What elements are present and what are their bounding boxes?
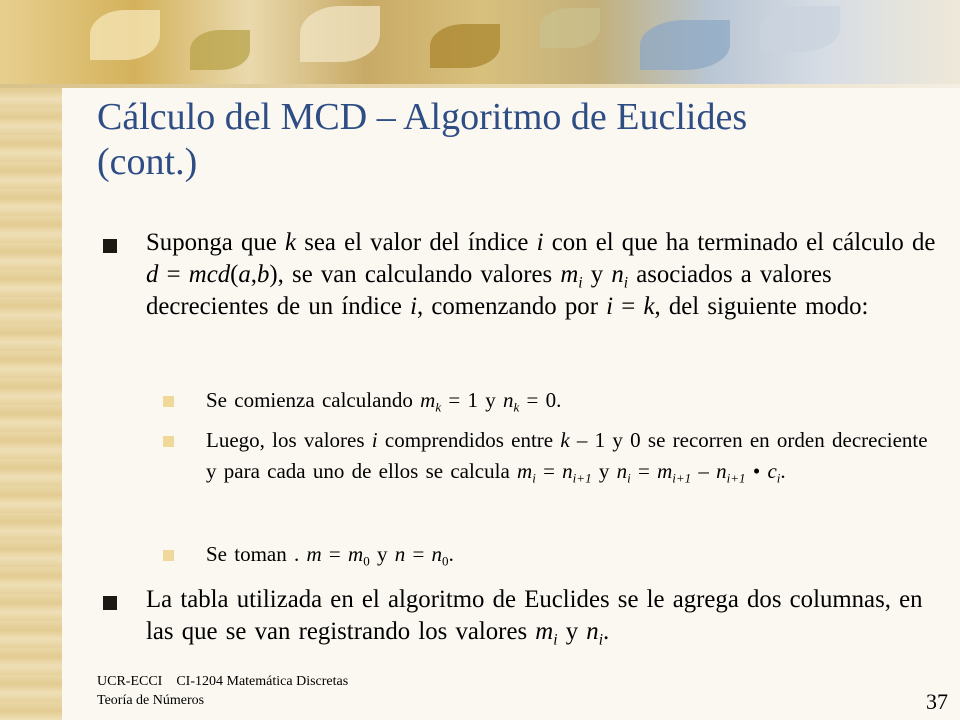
text-run: ,	[250, 261, 257, 288]
bullet-3	[206, 425, 941, 487]
text-run: .	[448, 542, 454, 566]
footer-institution: UCR-ECCI	[97, 674, 163, 689]
bullet-1	[146, 227, 946, 323]
text-run: =	[535, 459, 563, 483]
var-m: m	[535, 618, 554, 645]
var-m: m	[517, 459, 533, 483]
var-i: i	[606, 293, 614, 320]
var-n: n	[616, 459, 628, 483]
subscript: 0	[363, 553, 370, 569]
text-run: =	[158, 261, 189, 288]
var-n: n	[716, 459, 727, 483]
bullet-marker-sub	[163, 550, 174, 561]
bullet-marker-sub	[163, 396, 174, 407]
text-run: Se toman .	[206, 542, 307, 566]
var-a: a	[238, 261, 251, 288]
var-c: c	[767, 459, 777, 483]
title-line-2: (cont.)	[97, 141, 198, 183]
subscript: i	[532, 470, 536, 486]
text-run: =	[630, 459, 658, 483]
var-m: m	[657, 459, 673, 483]
slide-number: 37	[926, 689, 948, 714]
var-k: k	[285, 229, 297, 256]
text-run: , comenzando por	[417, 293, 607, 320]
subscript: k	[435, 399, 442, 415]
bullet-marker	[103, 596, 117, 610]
text-run: =	[321, 542, 349, 566]
var-n: n	[431, 542, 443, 566]
var-d: d	[146, 261, 159, 288]
var-n: n	[562, 459, 573, 483]
subscript: i+1	[572, 470, 592, 486]
text-run: , del siguiente modo:	[654, 293, 869, 320]
subscript: k	[513, 399, 520, 415]
text-run: Suponga que	[146, 229, 285, 256]
leaf-shape	[640, 20, 730, 70]
bullet-2	[206, 385, 941, 416]
text-run: comprendidos entre	[377, 428, 561, 452]
subscript: i	[776, 470, 781, 486]
subscript: i	[598, 631, 603, 649]
var-n: n	[611, 261, 624, 288]
var-k: k	[560, 428, 570, 452]
footer-topic: Teoría de Números	[97, 693, 205, 708]
text-run: =	[405, 542, 432, 566]
text-run: con el que ha terminado el cálculo de	[543, 229, 936, 256]
leaf-shape	[430, 24, 500, 68]
var-b: b	[256, 261, 270, 288]
text-run: Se comienza calculando	[206, 388, 421, 412]
subscript: i	[623, 274, 628, 292]
text-run: = 1 y	[441, 388, 503, 412]
subscript: i+1	[726, 470, 746, 486]
bullet-5	[146, 584, 946, 648]
bullet-marker-sub	[163, 436, 174, 447]
text-run: y	[369, 542, 395, 566]
var-m: m	[306, 542, 322, 566]
decorative-leaf-banner	[0, 0, 960, 84]
text-run: sea el valor del índice	[296, 229, 537, 256]
bullet-4	[206, 539, 941, 570]
var-mcd: mcd	[188, 261, 231, 288]
text-run: ), se van calculando valores	[269, 261, 561, 288]
footer-course: CI-1204 Matemática Discretas	[176, 674, 349, 689]
text-run: .	[780, 459, 786, 483]
var-m: m	[560, 261, 579, 288]
leaf-shape	[540, 8, 600, 48]
var-i: i	[410, 293, 417, 320]
leaf-shape	[760, 6, 840, 52]
text-run: =	[613, 293, 644, 320]
var-i: i	[536, 229, 544, 256]
leaf-shape	[300, 6, 380, 62]
bullet-marker	[103, 239, 117, 253]
text-run: asociados a valores decrecientes de un índice	[146, 261, 832, 320]
text-run: (	[230, 261, 239, 288]
text-run: – 1 y 0 se recorren en orden decreciente y para cada uno de ellos se calcula	[206, 428, 928, 483]
text-run: y	[591, 459, 617, 483]
var-n: n	[502, 388, 514, 412]
var-n: n	[394, 542, 406, 566]
var-m: m	[420, 388, 436, 412]
leaf-shape	[190, 30, 250, 70]
slide-footer	[97, 672, 348, 710]
text-run: = 0.	[519, 388, 562, 412]
text-run: .	[602, 618, 610, 645]
subscript: i+1	[672, 470, 692, 486]
text-run: La tabla utilizada en el algoritmo de Euclides se le agrega dos columnas, en las que se van registrando los valores	[146, 586, 923, 645]
text-run: y	[557, 618, 587, 645]
var-n: n	[586, 618, 599, 645]
subscript: i	[627, 470, 631, 486]
var-i: i	[371, 428, 378, 452]
subscript: i	[578, 274, 583, 292]
subscript: i	[553, 631, 558, 649]
decorative-left-band	[0, 0, 62, 720]
text-run: –	[691, 459, 717, 483]
var-k: k	[643, 293, 655, 320]
slide-title	[97, 95, 927, 185]
subscript: 0	[442, 553, 449, 569]
title-line-1: Cálculo del MCD – Algoritmo de Euclides	[97, 96, 748, 138]
text-run: y	[582, 261, 612, 288]
text-run: Luego, los valores	[206, 428, 372, 452]
text-run: •	[745, 459, 768, 483]
leaf-shape	[90, 10, 160, 60]
var-m: m	[348, 542, 364, 566]
